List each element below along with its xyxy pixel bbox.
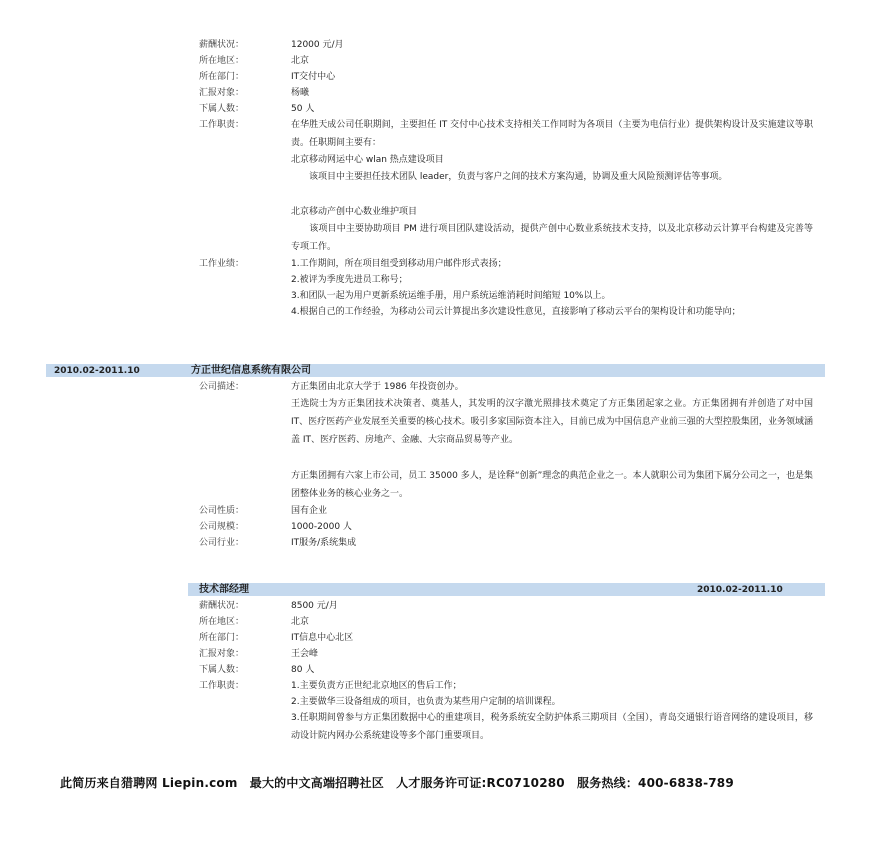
company-desc-label-row — [199, 379, 291, 395]
job1-duties-label-row — [199, 117, 291, 133]
job1-duties-text: 在华胜天成公司任职期间，主要担任 IT 交付中心技术支持相关工作同时为各项目（主要为电信行业）提供架构设计及实施建议等职责。任职期间主要有： — [291, 120, 813, 148]
company-desc-para: 方正集团由北京大学于 1986 年投资创办。 — [291, 382, 464, 392]
job1-location-value: 北京 — [291, 56, 310, 66]
job1-department-value: IT交付中心 — [291, 72, 336, 82]
job1-achievements-label: 工作业绩： — [199, 259, 245, 269]
job1-achievement-item: 1.工作期间，所在项目组受到移动用户邮件形式表扬； — [291, 259, 507, 269]
company-nature-value: 国有企业 — [291, 506, 328, 516]
job1-department-row — [199, 69, 335, 85]
job1-achievement-item: 2.被评为季度先进员工称号； — [291, 275, 408, 285]
job1-report-value: 杨曦 — [291, 88, 310, 98]
job2-salary-label: 薪酬状况： — [199, 601, 245, 611]
footer-text: 此简历来自猎聘网 Liepin.com 最大的中文高端招聘社区 人才服务许可证:RC0710280 服务热线：400-6838-789 — [60, 776, 734, 790]
job2-subordinates-label: 下属人数： — [199, 665, 245, 675]
company-industry-row — [199, 535, 356, 551]
company-industry-value: IT服务/系统集成 — [291, 538, 357, 548]
job2-duty-item: 3.任职期间曾参与方正集团数据中心的重建项目，税务系统安全防护体系三期项目（全国），青岛交通银行语音网络的建设项目，移动设计院内网办公系统建设等多个部门重要项目。 — [291, 713, 813, 741]
job1-subordinates-row — [199, 101, 314, 117]
company-header-band — [46, 364, 825, 377]
job1-project2-desc: 该项目中主要协助项目 PM 进行项目团队建设活动，提供产创中心数业系统技术支持，以及北京移动云计算平台构建及完善等专项工作。 — [291, 224, 813, 252]
job1-report-label: 汇报对象： — [199, 88, 245, 98]
job2-title: 技术部经理 — [199, 584, 249, 595]
company-industry-label: 公司行业： — [199, 538, 245, 548]
job2-location-value: 北京 — [291, 617, 310, 627]
job1-achievement-item: 3.和团队一起为用户更新系统运维手册，用户系统运维消耗时间缩短 10%以上。 — [291, 291, 611, 301]
job1-subordinates-value: 50 人 — [291, 104, 315, 114]
company-nature-row — [199, 503, 327, 519]
company-size-row — [199, 519, 352, 535]
job1-location-label: 所在地区： — [199, 56, 245, 66]
company-desc-para: 王选院士为方正集团技术决策者、奠基人，其发明的汉字激光照排技术奠定了方正集团起家之业。方正集团拥有并创造了对中国 IT、医疗医药产业发展至关重要的核心技术。吸引多家国际资本注入，目前已成为中国信息产业前三强的大型控股集团，业务领域涵盖 IT、医疗医药、房地产、金融、大宗商品贸易等产业。 — [291, 399, 813, 445]
job2-subordinates-row — [199, 662, 314, 678]
job2-location-label: 所在地区： — [199, 617, 245, 627]
job2-report-row — [199, 646, 318, 662]
job2-department-row — [199, 630, 353, 646]
job1-salary-row — [199, 37, 344, 53]
job2-report-label: 汇报对象： — [199, 649, 245, 659]
job2-department-label: 所在部门： — [199, 633, 245, 643]
company-size-value: 1000-2000 人 — [291, 522, 352, 532]
job1-department-label: 所在部门： — [199, 72, 245, 82]
company-desc-label: 公司描述： — [199, 382, 245, 392]
job1-project1-title: 北京移动网运中心 wlan 热点建设项目 — [291, 155, 444, 165]
job2-subordinates-value: 80 人 — [291, 665, 315, 675]
job2-duty-item: 1.主要负责方正世纪北京地区的售后工作； — [291, 681, 462, 691]
job2-department-value: IT信息中心北区 — [291, 633, 354, 643]
job1-report-row — [199, 85, 309, 101]
job2-salary-value: 8500 元/月 — [291, 601, 338, 611]
job2-duty-item: 2.主要做华三设备组成的项目，也负责为某些用户定制的培训课程。 — [291, 697, 561, 707]
job1-salary-value: 12000 元/月 — [291, 40, 344, 50]
job2-period: 2010.02-2011.10 — [697, 585, 783, 595]
company-name: 方正世纪信息系统有限公司 — [191, 365, 311, 376]
job1-project1-desc: 该项目中主要担任技术团队 leader，负责与客户之间的技术方案沟通，协调及重大风险预测评估等事项。 — [291, 172, 728, 182]
job2-duties-label: 工作职责： — [199, 681, 245, 691]
company-nature-label: 公司性质： — [199, 506, 245, 516]
job1-project2-title: 北京移动产创中心数业维护项目 — [291, 207, 418, 217]
job1-duties-label: 工作职责： — [199, 120, 245, 130]
job1-achievement-item: 4.根据自己的工作经验，为移动公司云计算提出多次建设性意见，直接影响了移动云平台的架构设计和功能导向； — [291, 307, 741, 317]
job2-location-row — [199, 614, 309, 630]
job1-subordinates-label: 下属人数： — [199, 104, 245, 114]
job1-location-row — [199, 53, 309, 69]
job2-report-value: 王会峰 — [291, 649, 319, 659]
job1-achievements-label-row — [199, 256, 291, 272]
company-period: 2010.02-2011.10 — [54, 366, 140, 376]
company-desc-para: 方正集团拥有六家上市公司，员工 35000 多人，是诠释“创新”理念的典范企业之一。本人就职公司为集团下属分公司之一，也是集团整体业务的核心业务之一。 — [291, 471, 813, 499]
job2-salary-row — [199, 598, 338, 614]
job2-duties-label-row — [199, 678, 291, 694]
job1-salary-label: 薪酬状况： — [199, 40, 245, 50]
company-size-label: 公司规模： — [199, 522, 245, 532]
